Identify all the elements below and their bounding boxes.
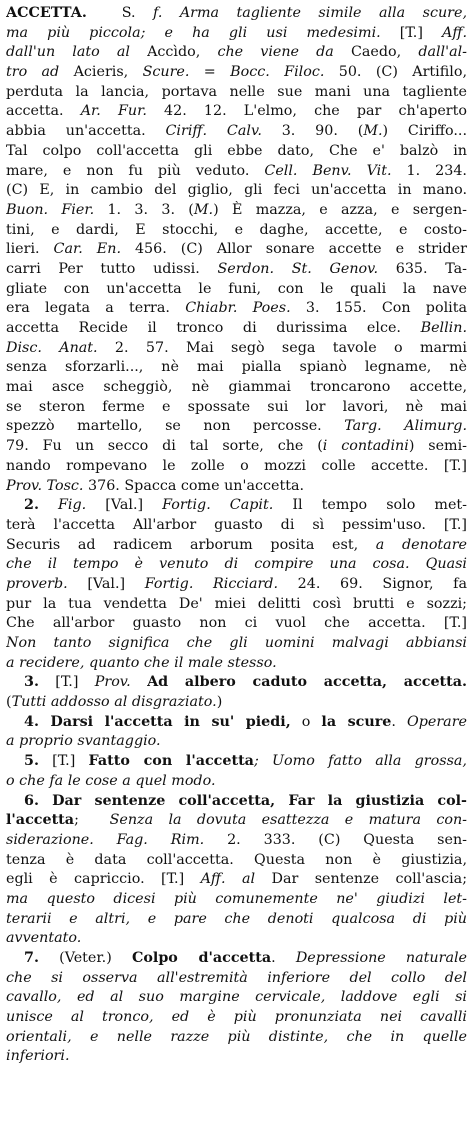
text-line (6, 949, 467, 969)
text-line (6, 1028, 467, 1048)
text-run: Fatto con l'accetta (88, 753, 254, 770)
text-run: spezzò martello, se non percosse. (6, 418, 345, 435)
text-line (6, 339, 467, 359)
text-run: egli è capriccio. [T.] (6, 871, 201, 888)
text-run: (Veter.) (38, 950, 132, 966)
text-run: Disc. Anat. (6, 339, 98, 356)
text-run: Fortig. Ricciard. (144, 575, 278, 592)
text-line (6, 378, 467, 398)
text-line (6, 63, 467, 83)
text-run: Che all'arbor guasto non ci vuol che accetta. [T.] (6, 615, 467, 632)
text-line (6, 929, 467, 949)
text-run: Caedo, (350, 44, 419, 61)
text-line (6, 260, 467, 280)
text-run: o che fa le cose a quel modo. (6, 772, 216, 789)
text-run: Fortig. Capit. (162, 497, 274, 514)
text-line (6, 398, 467, 418)
text-line (6, 142, 467, 162)
text-run: Aff. (442, 24, 467, 41)
text-line (6, 693, 467, 713)
text-run: 5. (24, 753, 39, 770)
text-line (6, 457, 467, 477)
text-run: (C) E, in cambio del giglio, gli feci un'accetta in mano. (6, 182, 467, 199)
text-run: abbia un'accetta. (6, 123, 166, 140)
text-line (6, 988, 467, 1008)
text-run: 3. (24, 674, 39, 691)
text-run: Colpo d'accetta (131, 950, 272, 966)
text-run: Operare (407, 713, 467, 730)
text-line (6, 358, 467, 378)
text-run: Fig. (58, 497, 87, 514)
text-line (6, 24, 467, 44)
text-line (6, 43, 467, 63)
text-run: Prov. Tosc. (6, 477, 84, 494)
text-run: 79. Fu un secco di tal sorte, che ( (6, 438, 323, 455)
text-run: mai asce scheggiò, nè giammai troncarono accette, (6, 379, 467, 396)
text-line (6, 477, 467, 497)
text-run: ( (6, 694, 12, 711)
text-run: . (271, 950, 296, 966)
text-run: 4. Darsi l'accetta in su' piedi, (24, 713, 291, 730)
text-run: accetta. (6, 103, 81, 120)
text-line (6, 4, 467, 24)
text-run: Targ. Alimurg. (344, 418, 467, 435)
text-line (6, 122, 467, 142)
text-run: Cell. Benv. Vit. (264, 162, 392, 179)
text-run: Accìdo, (147, 44, 218, 61)
text-line (6, 910, 467, 930)
text-run: 2. (24, 497, 39, 514)
text-run: Scure. (142, 64, 190, 81)
text-run: a recidere, quanto che il male stesso. (6, 654, 277, 671)
text-run: dall'al- (418, 44, 467, 61)
text-line (6, 496, 467, 516)
text-run: siderazione. Fag. Rim. (6, 831, 205, 848)
text-run (39, 497, 58, 513)
text-run: 24. 69. Signor, fa (278, 575, 467, 592)
text-line (6, 752, 467, 772)
text-run: 1. 3. 3. ( (94, 201, 194, 218)
text-line (6, 890, 467, 910)
text-run: ; (74, 812, 110, 829)
text-run: ma questo dicesi più comunemente ne' giudizi let- (6, 890, 467, 907)
text-run: accetta Recide il tronco di durissima elce. (6, 320, 421, 336)
text-line (6, 536, 467, 556)
text-run: perduta la lancia, portava nelle sue mani una tagliente (6, 83, 467, 100)
text-line (6, 162, 467, 182)
text-run: Arma tagliente simile alla scure, (162, 5, 467, 21)
text-line (6, 555, 467, 575)
text-run: l'accetta (6, 812, 75, 829)
text-run: 7. (24, 950, 39, 966)
text-run: la scure (321, 713, 392, 730)
text-run: 635. Ta- (378, 260, 467, 277)
text-run: M. (193, 201, 214, 218)
text-run: 3. 155. Con polita (290, 300, 467, 317)
text-run: unisce al tronco, ed è più pronunziata nei cavalli (6, 1009, 467, 1026)
text-line (6, 732, 467, 752)
text-run: Serdon. St. Genov. (217, 260, 379, 277)
text-run: lieri. (6, 241, 54, 258)
text-run: Bellin. (420, 320, 467, 336)
text-run: se steron ferme e spossate sui lor lavori, nè mai (6, 398, 467, 415)
text-line (6, 299, 467, 319)
text-run: che viene da (217, 44, 351, 61)
text-run: Bocc. Filoc. (230, 64, 325, 81)
text-run: S. (86, 5, 154, 21)
text-line (6, 870, 467, 890)
text-line (6, 673, 467, 693)
text-line (6, 851, 467, 871)
text-run: Prov. (94, 674, 131, 691)
text-line (6, 792, 467, 812)
text-line (6, 614, 467, 634)
text-run: Il tempo solo met- (273, 497, 467, 514)
text-run: gliate con un'accetta le funi, con le quali la nave (6, 280, 467, 297)
text-line (6, 181, 467, 201)
text-run: [T.] (38, 753, 89, 770)
text-line (6, 102, 467, 122)
text-line (6, 221, 467, 241)
text-run: avventato. (6, 930, 82, 947)
text-run: Ar. Fur. (80, 103, 147, 120)
text-run: [Val.] (86, 497, 163, 514)
text-line (6, 713, 467, 733)
text-run: Car. En. (53, 241, 121, 258)
text-run: [T.] (380, 24, 442, 41)
text-line (6, 595, 467, 615)
text-run: tro ad (6, 64, 74, 81)
text-run: Ad albero caduto accetta, accetta. (147, 674, 467, 691)
text-run: era legata a terra. (6, 300, 186, 317)
text-run: 42. 12. L'elmo, che par ch'aperto (146, 103, 467, 120)
text-run: Depressione naturale (295, 950, 467, 966)
text-run: f. (153, 5, 163, 21)
text-line (6, 516, 467, 536)
text-run: pur la tua vendetta De' miei delitti così brutti e sozzi; (6, 595, 467, 612)
text-line (6, 575, 467, 595)
text-run: senza sforzarli..., nè mai pialla spianò legname, nè (6, 359, 467, 376)
text-run: Ciriff. Calv. (165, 123, 262, 140)
text-run: mare, e non fu più veduto. (6, 162, 265, 179)
text-line (6, 634, 467, 654)
text-run: Acieris, (73, 64, 143, 81)
text-line (6, 1008, 467, 1028)
text-run: tenza è data coll'accetta. Questa non è giustizia, (6, 851, 467, 868)
text-line (6, 240, 467, 260)
text-run: 50. (C) Artifilo, (324, 64, 467, 81)
text-run: Dar sentenze coll'ascia; (255, 871, 467, 888)
text-run: 2. 333. (C) Questa sen- (204, 831, 467, 848)
text-run: Tal colpo coll'accetta gli ebbe dato, Che e' balzò in (6, 142, 467, 159)
text-line (6, 1047, 467, 1067)
text-run: ) (216, 694, 223, 711)
text-line (6, 83, 467, 103)
text-run: Non tanto significa che gli uomini malvagi abbiansi (6, 635, 467, 651)
text-run: cavallo, ed al suo margine cervicale, laddove egli si (6, 989, 467, 1006)
text-line (6, 811, 467, 831)
text-run: dall'un lato al (6, 44, 148, 61)
text-line (6, 319, 467, 339)
text-run: o (290, 713, 322, 730)
text-line (6, 437, 467, 457)
text-run: 456. (C) Allor sonare accette e strider (120, 241, 467, 258)
text-run: ma più piccola; e ha gli usi medesimi. (6, 24, 381, 41)
text-run: a proprio svantaggio. (6, 733, 161, 750)
text-run: [T.] (38, 674, 95, 691)
text-run: ACCETTA. (6, 5, 87, 21)
text-run: 3. 90. ( (261, 123, 364, 140)
text-run: carri Per tutto udissi. (6, 260, 218, 277)
text-run: ) Ciriffo... (382, 123, 467, 140)
text-run: Securis ad radicem arborum posita est, (6, 536, 376, 553)
text-run: terarii e altri, e pare che denoti qualcosa di più (6, 910, 467, 927)
text-run: M. (363, 123, 383, 140)
text-line (6, 417, 467, 437)
text-run: Tutti addosso al disgraziato. (11, 694, 217, 711)
text-run: = (189, 64, 231, 81)
text-run: orientali, e nelle razze più distinte, che in quelle (6, 1028, 467, 1045)
text-run: terà l'accetta All'arbor guasto di sì pessim'uso. [T.] (6, 516, 467, 533)
text-line (6, 280, 467, 300)
text-run: i contadini (322, 438, 409, 455)
text-run: inferiori. (6, 1048, 70, 1065)
text-run: Senza la dovuta esattezza e matura con- (109, 812, 467, 829)
text-run: che si osserva all'estremità inferiore del collo del (6, 969, 467, 986)
text-run: nando rompevano le zolle o mozzi colle accette. [T.] (6, 457, 467, 474)
text-run: ) È mazza, e azza, e sergen- (213, 201, 467, 218)
text-run: 376. Spacca come un'accetta. (83, 477, 305, 494)
text-run: Chiabr. Poes. (185, 300, 291, 317)
text-line (6, 831, 467, 851)
text-run: 2. 57. Mai segò sega tavole o marmi (97, 339, 467, 356)
text-run: 1. 234. (391, 162, 467, 179)
text-run: proverb. (6, 575, 68, 592)
text-run: ; Uomo fatto alla grossa, (253, 753, 467, 770)
text-run: ) semi- (408, 438, 467, 455)
text-line (6, 969, 467, 989)
text-run (131, 674, 147, 690)
text-line (6, 201, 467, 221)
text-line (6, 654, 467, 674)
text-run: a denotare (375, 536, 467, 553)
text-line (6, 772, 467, 792)
text-run: Aff. al (200, 871, 256, 888)
text-run: Buon. Fier. (6, 201, 95, 218)
text-run: tini, e dardi, E stocchi, e daghe, accette, e costo- (6, 221, 467, 238)
text-run: che il tempo è venuto di compire una cosa. Quasi (6, 556, 467, 573)
text-run: 6. Dar sentenze coll'accetta, Far la giustizia col- (24, 792, 467, 809)
text-run: . (391, 713, 407, 730)
text-run: [Val.] (67, 575, 145, 592)
